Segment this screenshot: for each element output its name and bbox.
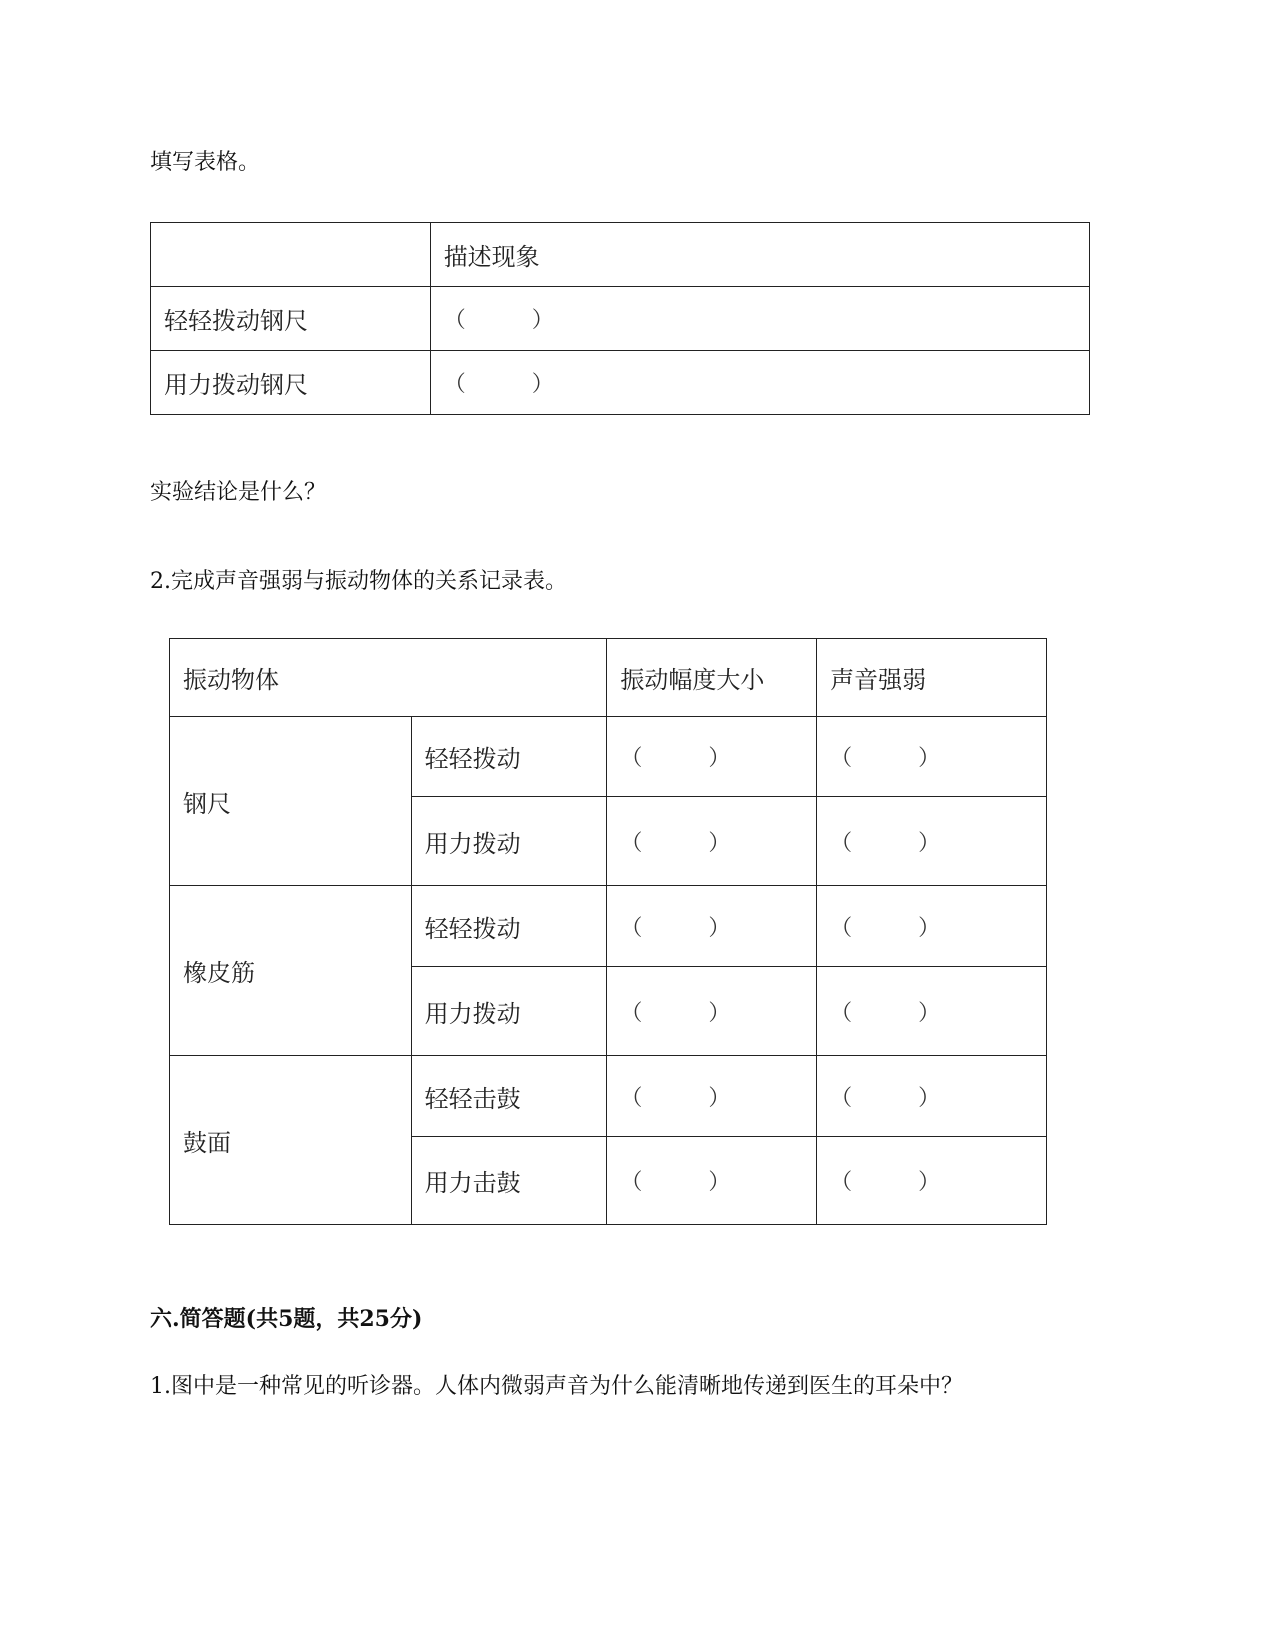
action-cell: 轻轻击鼓 (411, 1056, 607, 1137)
action-cell: 轻轻拨动 (411, 886, 607, 967)
record-table (169, 638, 1047, 1225)
amplitude-blank[interactable]: （ ） (607, 886, 817, 967)
loudness-blank[interactable]: （ ） (817, 1137, 1047, 1225)
phenomenon-table (150, 222, 1090, 415)
conclusion-question: 实验结论是什么？ (150, 480, 327, 505)
question-2-text: 2.完成声音强弱与振动物体的关系记录表。 (150, 569, 567, 594)
table-row (151, 351, 1090, 415)
amplitude-blank[interactable]: （ ） (607, 717, 817, 797)
table-row (151, 287, 1090, 351)
header-loudness: 声音强弱 (817, 639, 1047, 717)
table-row (170, 886, 1047, 967)
intro-text: 填写表格。 (150, 150, 261, 175)
loudness-blank[interactable]: （ ） (817, 967, 1047, 1056)
loudness-blank[interactable]: （ ） (817, 797, 1047, 886)
action-cell: 用力击鼓 (411, 1137, 607, 1225)
loudness-blank[interactable]: （ ） (817, 1056, 1047, 1137)
loudness-blank[interactable]: （ ） (817, 886, 1047, 967)
answer-blank[interactable]: （ ） (443, 372, 554, 397)
table-header-row (151, 223, 1090, 287)
object-cell: 橡皮筋 (170, 886, 412, 1056)
row-label: 轻轻拨动钢尺 (151, 287, 431, 351)
header-amplitude: 振动幅度大小 (607, 639, 817, 717)
table-header-cell (151, 223, 431, 287)
row-label: 用力拨动钢尺 (151, 351, 431, 415)
question-1-text: 1.图中是一种常见的听诊器。人体内微弱声音为什么能清晰地传递到医生的耳朵中？ (150, 1374, 963, 1399)
amplitude-blank[interactable]: （ ） (607, 1137, 817, 1225)
action-cell: 轻轻拨动 (411, 717, 607, 797)
loudness-blank[interactable]: （ ） (817, 717, 1047, 797)
action-cell: 用力拨动 (411, 967, 607, 1056)
action-cell: 用力拨动 (411, 797, 607, 886)
table-row (170, 717, 1047, 797)
table-header-row (170, 639, 1047, 717)
table-header-cell: 描述现象 (430, 223, 1089, 287)
amplitude-blank[interactable]: （ ） (607, 797, 817, 886)
object-cell: 钢尺 (170, 717, 412, 886)
table-row (170, 1056, 1047, 1137)
amplitude-blank[interactable]: （ ） (607, 967, 817, 1056)
section-title: 六.简答题(共5题，共25分) (150, 1306, 423, 1332)
header-object: 振动物体 (170, 639, 607, 717)
answer-blank[interactable]: （ ） (443, 308, 554, 333)
amplitude-blank[interactable]: （ ） (607, 1056, 817, 1137)
object-cell: 鼓面 (170, 1056, 412, 1225)
